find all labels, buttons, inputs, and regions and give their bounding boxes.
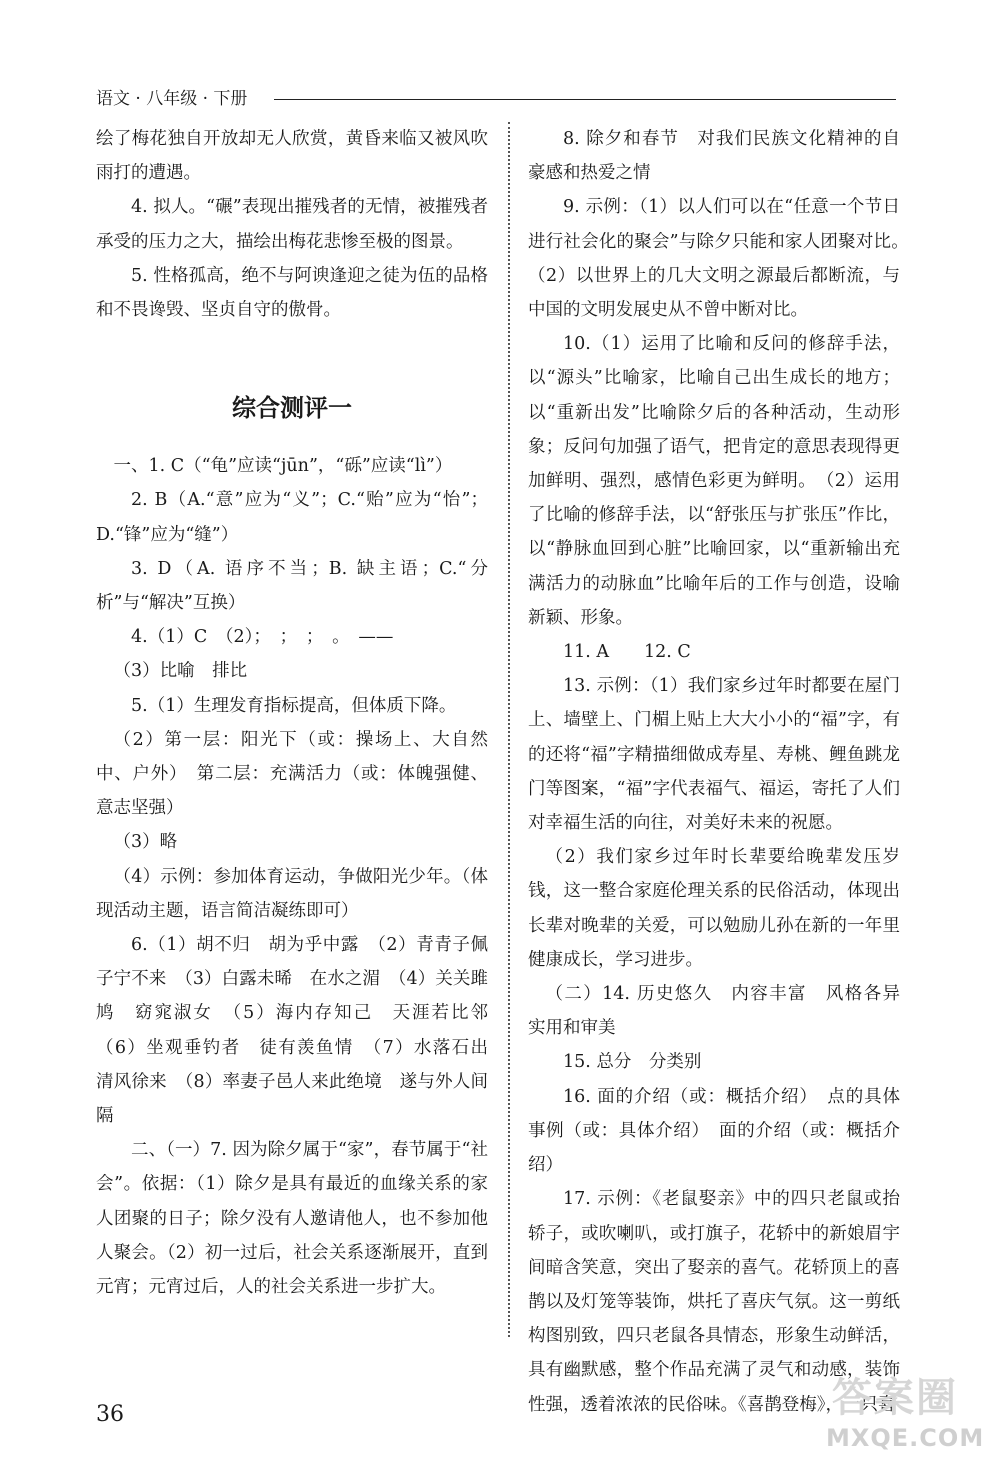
section-heading: 综合测评一: [232, 394, 352, 423]
watermark: [826, 1366, 994, 1456]
answer-paragraph: （3）比喻 排比: [113, 661, 248, 682]
answer-paragraph: 4.（1）C （2）； ； ； 。 ——: [131, 627, 394, 648]
answer-paragraph: （2）我们家乡过年时长辈要给晚辈发压岁钱，这一整合家庭伦理关系的民俗活动，体现出长辈对晚辈的关爱，可以勉励儿孙在新的一年里健康成长，学习进步。: [528, 847, 900, 970]
running-header: [96, 88, 896, 112]
answer-paragraph: 11. A 12. C: [563, 642, 691, 663]
header-rule: [274, 99, 896, 100]
right-column: [528, 122, 918, 1422]
answer-paragraph: （3）略: [113, 832, 178, 853]
answer-paragraph: （4）示例：参加体育运动，争做阳光少年。（体现活动主题，语言简洁凝练即可）: [96, 866, 488, 921]
answer-paragraph: 9. 示例：（1）以人们可以在“任意一个节日进行社会化的聚会”与除夕只能和家人团聚对比。 （2）以世界上的几大文明之源最后都断流，与中国的文明发展史从不曾中断对比。: [528, 197, 918, 321]
answer-paragraph: 4. 拟人。“碾”表现出摧残者的无情，被摧残者承受的压力之大，描绘出梅花悲惨至极的图景。: [96, 197, 488, 252]
header-title: 语文 · 八年级 · 下册: [96, 89, 248, 109]
answer-paragraph: 一、1. C（“龟”应读“jūn”，“砾”应读“lì”）: [113, 456, 453, 477]
answer-paragraph: 绘了梅花独自开放却无人欣赏，黄昏来临又被风吹雨打的遭遇。: [96, 129, 488, 184]
page-number: 36: [96, 1402, 124, 1427]
answer-paragraph: 8. 除夕和春节 对我们民族文化精神的自豪感和热爱之情: [528, 129, 900, 184]
answer-paragraph: 二、（一）7. 因为除夕属于“家”，春节属于“社会”。依据：（1）除夕是具有最近的血缘关系的家人团聚的日子；除夕没有人邀请他人，也不参加他人聚会。（2）初一过后，社会关系逐渐展开，直到元宵；元宵过后，人的社会关系进一步扩大。: [96, 1140, 488, 1298]
answer-paragraph: （二）14. 历史悠久 内容丰富 风格各异 实用和审美: [528, 984, 918, 1039]
answer-paragraph: 3. D（A. 语序不当；B. 缺主语；C.“分析”与“解决”互换）: [96, 558, 488, 614]
left-column-after-heading: [96, 449, 506, 1304]
answer-paragraph: 13. 示例：（1）我们家乡过年时都要在屋门上、墙壁上、门楣上贴上大大小小的“福”字，有的还将“福”字精描细做成寿星、寿桃、鲤鱼跳龙门等图案，“福”字代表福气、福运，寄托了人们对幸福生活的向往，对美好未来的祝愿。: [528, 676, 900, 834]
answer-paragraph: 10.（1）运用了比喻和反问的修辞手法，以“源头”比喻家，比喻自己出生成长的地方；以“重新出发”比喻除夕后的各种活动，生动形象；反问句加强了语气，把肯定的意思表现得更加鲜明、强烈，感情色彩更为鲜明。 （2）运用了比喻的修辞手法，以“舒张压与扩张压”作比，以“静脉血回到心脏”比喻回家，以“重新输出充满活力的动脉血”比喻年后的工作与创造，设喻新颖、形象。: [528, 334, 900, 628]
answer-paragraph: 16. 面的介绍（或：概括介绍） 点的具体事例（或：具体介绍） 面的介绍（或：概括介绍）: [528, 1086, 900, 1176]
answer-paragraph: 5.（1）生理发育指标提高，但体质下降。: [131, 695, 457, 716]
left-column: [96, 122, 506, 1304]
watermark-url: MXQE.COM: [826, 1424, 985, 1452]
answer-paragraph: 17. 示例：《老鼠娶亲》中的四只老鼠或抬轿子，或吹喇叭，或打旗子，花轿中的新娘眉宇间暗含笑意，突出了娶亲的喜气。花轿顶上的喜鹊以及灯笼等装饰，烘托了喜庆气氛。这一剪纸构图别致，四只老鼠各具情态，形象生动鲜活，具有幽默感，整个作品充满了灵气和动感，装饰性强，透着浓浓的民俗味。《喜鹊登梅》，一只喜: [528, 1189, 900, 1415]
answer-paragraph: （2）第一层：阳光下（或：操场上、大自然中、户外） 第二层：充满活力（或：体魄强健、意志坚强）: [96, 729, 488, 819]
watermark-logo: 答案圈: [832, 1375, 958, 1421]
left-column-before-heading: [96, 122, 488, 327]
answer-paragraph: 6.（1）胡不归 胡为乎中露 （2）青青子佩 子宁不来 （3）白露未晞 在水之湄 （4）关关雎鸠 窈窕淑女 （5）海内存知己 天涯若比邻 （6）坐观垂钓者 徒有羡鱼情 （7）水落石出 清风徐来 （8）率妻子邑人来此绝境 遂与外人间隔: [96, 935, 506, 1127]
answer-paragraph: 2. B（A.“意”应为“义”；C.“贻”应为“怡”；D.“锋”应为“缝”）: [96, 490, 488, 545]
answer-paragraph: 15. 总分 分类别: [563, 1052, 702, 1073]
answer-paragraph: 5. 性格孤高，绝不与阿谀逢迎之徒为伍的品格和不畏谗毁、坚贞自守的傲骨。: [96, 265, 488, 321]
column-divider: [508, 122, 510, 1337]
